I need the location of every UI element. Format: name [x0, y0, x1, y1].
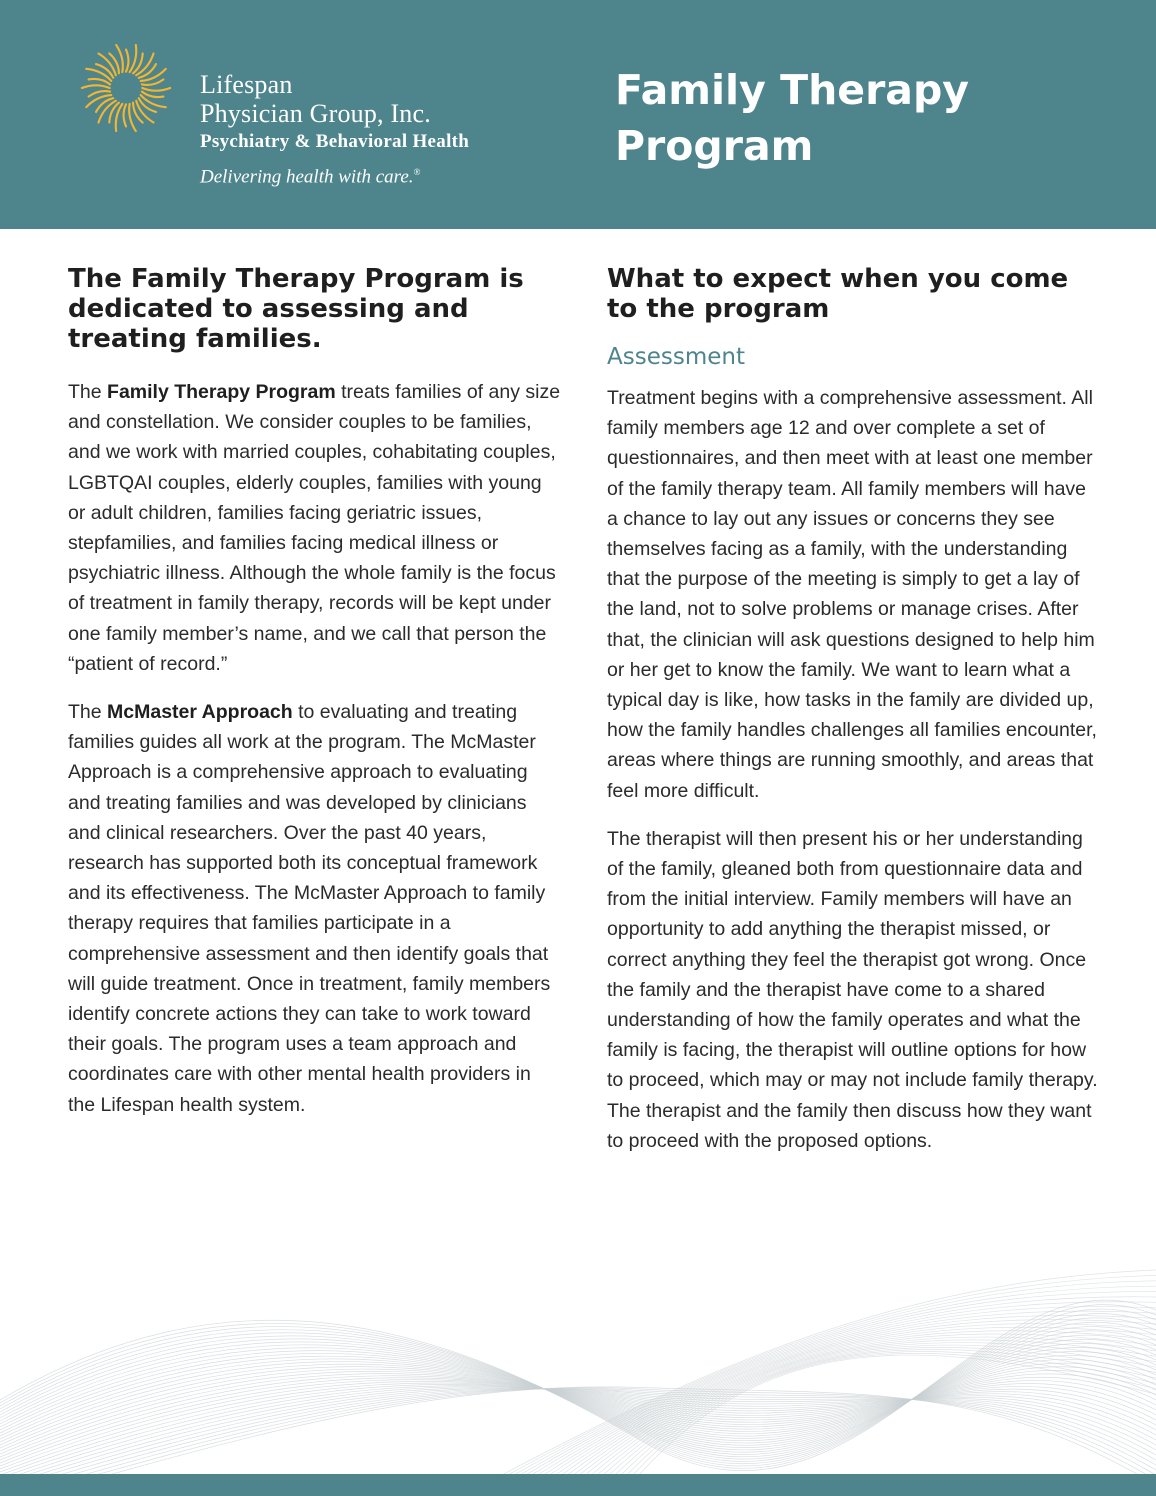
- wave-line: [512, 1281, 1156, 1476]
- right-column-heading: What to expect when you come to the program: [607, 264, 1069, 324]
- sunburst-ray: [142, 88, 170, 91]
- left-column-heading: The Family Therapy Program is dedicated to assessing and treating families.: [68, 264, 524, 354]
- left-column: [68, 262, 563, 1120]
- wave-pattern-decoration: [0, 1250, 1156, 1476]
- paragraph-rest: to evaluating and treating families guides all work at the program. The McMaster Approach is a comprehensive approach to evaluating and treating families and was developed by clinicians and clinical researchers. Over the past 40 years, research has supported both its conceptual framework and its effectiveness. The McMaster Approach to family therapy requires that families participate in a comprehensive assessment and then identify goals that will guide treatment. Once in treatment, family members identify concrete actions they can take to work toward their goals. The program uses a team approach and coordinates care with other mental health providers in the Lifespan health system.: [68, 701, 551, 1116]
- wave-line: [500, 1270, 1156, 1476]
- organization-block: [200, 70, 469, 190]
- sunburst-ray: [116, 45, 123, 72]
- sunburst-ray: [126, 50, 128, 72]
- assessment-paragraph-1: Treatment begins with a comprehensive assessment. All family members age 12 and over complete a set of questionnaires, and then meet with at least one member of the family therapy team. All family members will have a chance to lay out any issues or concerns they see themselves facing as a family, with the understanding that the purpose of the meeting is simply to get a lay of the land, not to solve problems or manage crises. After that, the clinician will ask questions designed to help him or her get to know the family. We want to learn what a typical day is like, how tasks in the family are divided up, how the family handles challenges all families encounter, areas where things are running smoothly, and areas that feel more difficult.: [607, 387, 1097, 802]
- program-name-bold: Family Therapy Program: [107, 381, 336, 403]
- paragraph-rest: treats families of any size and constellation. We consider couples to be families, and we work with married couples, cohabitating couples, LGBTQAI couples, elderly couples, families with young or adult children, families facing geriatric issues, stepfamilies, and families facing medical illness or psychiatric illness. Although the whole family is the focus of treatment in family therapy, records will be kept under one family member’s name, and we call that person the “patient of record.”: [68, 381, 561, 675]
- document-title: Family Therapy Program: [615, 66, 970, 170]
- approach-name-bold: McMaster Approach: [107, 701, 293, 724]
- sunburst-logo-icon: [78, 40, 174, 136]
- paragraph-lead: The: [68, 701, 108, 724]
- assessment-paragraph-2: The therapist will then present his or her understanding of the family, gleaned both from questionnaire data and from the initial interview. Family members will have an opportunity to add anything the therapist missed, or correct anything they feel the therapist got wrong. Once the family and the therapist have come to a shared understanding of how the family operates and what the family is facing, the therapist will outline options for how to proceed, which may or may not include family therapy. The therapist and the family then discuss how they want to proceed with the proposed options.: [607, 827, 1098, 1152]
- mcmaster-approach-paragraph: [68, 697, 563, 1120]
- sunburst-ray: [130, 45, 137, 72]
- sunburst-ray: [124, 104, 126, 126]
- sunburst-ray: [129, 104, 136, 131]
- page-header: [0, 0, 1156, 229]
- paragraph-lead: The: [68, 381, 108, 403]
- program-description-paragraph: [68, 377, 563, 679]
- org-name-line1: Lifespan: [200, 70, 293, 99]
- tagline: [200, 159, 469, 190]
- right-column: [607, 262, 1102, 1156]
- sunburst-ray: [89, 79, 111, 84]
- org-name-line2: Physician Group, Inc.: [200, 99, 431, 128]
- sunburst-ray: [142, 92, 164, 97]
- footer-band: [0, 1474, 1156, 1496]
- sunburst-ray: [82, 85, 110, 88]
- wave-line: [524, 1292, 1156, 1476]
- department-name: Psychiatry & Behavioral Health: [200, 131, 470, 152]
- tagline-text: Delivering health with care.: [200, 166, 414, 188]
- wave-line: [0, 1371, 1156, 1454]
- wave-line: [518, 1286, 1156, 1476]
- wave-line: [632, 1353, 1156, 1476]
- assessment-subheading: Assessment: [607, 344, 745, 370]
- sunburst-ray: [116, 104, 123, 131]
- registered-mark: ®: [413, 167, 421, 177]
